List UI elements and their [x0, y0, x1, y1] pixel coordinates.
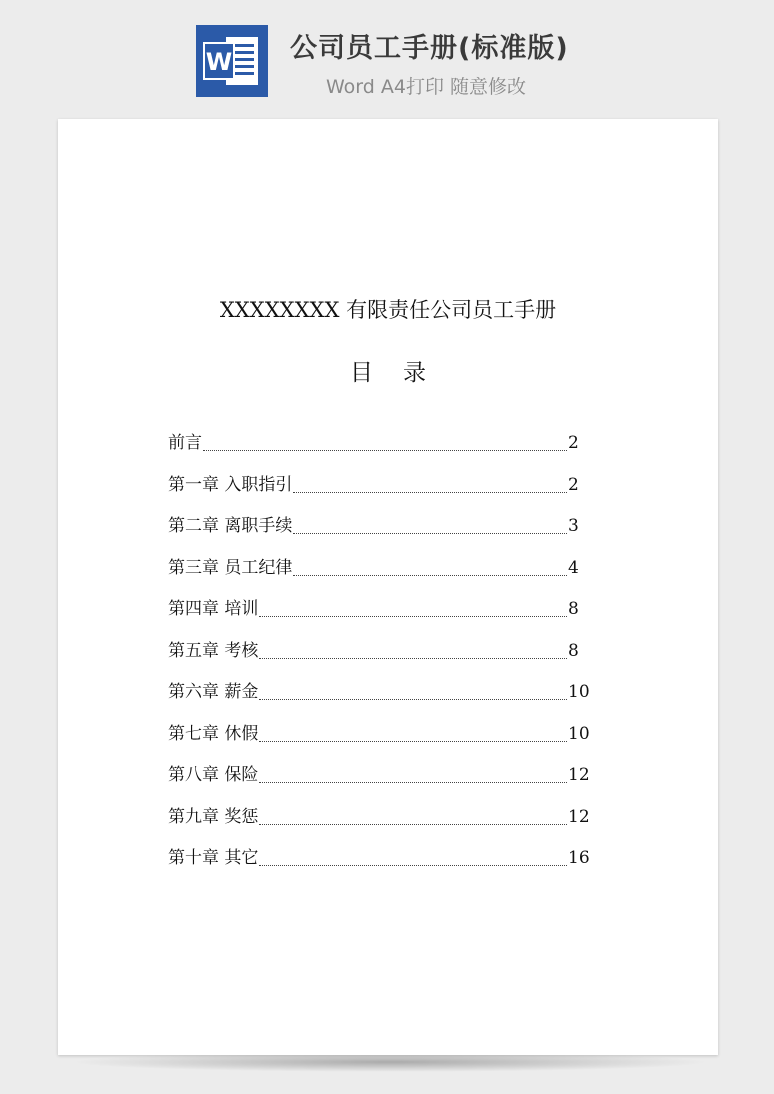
toc-item[interactable] — [168, 557, 588, 599]
toc-leader-dots — [259, 806, 567, 825]
toc-leader-dots — [293, 515, 567, 534]
toc-item-page: 2 — [568, 474, 579, 495]
toc-item-label: 第九章 奖惩 — [168, 806, 259, 827]
toc-item-page: 2 — [568, 433, 579, 453]
toc-item-label: 第六章 薪金 — [168, 682, 259, 702]
toc-item-label: 前言 — [168, 433, 202, 453]
toc-leader-dots — [259, 598, 567, 617]
toc-leader-dots — [259, 681, 567, 700]
toc-leader-dots — [259, 847, 567, 866]
toc-item-label: 第七章 休假 — [168, 723, 259, 744]
header — [0, 0, 774, 110]
toc-item[interactable] — [168, 806, 588, 848]
toc-item[interactable] — [168, 847, 588, 889]
toc-item[interactable] — [168, 432, 588, 474]
toc-item[interactable] — [168, 474, 588, 516]
toc-item[interactable] — [168, 598, 588, 640]
toc-item-label: 第一章 入职指引 — [168, 474, 293, 495]
toc-leader-dots — [293, 557, 567, 576]
toc-leader-dots — [259, 764, 567, 783]
toc-item-page: 4 — [568, 557, 579, 578]
toc-heading: 目录 — [350, 360, 456, 386]
page-shadow — [70, 1052, 710, 1072]
toc-item-page: 3 — [568, 516, 579, 536]
toc-item[interactable] — [168, 640, 588, 682]
toc-item-page: 16 — [568, 848, 590, 868]
document-title: XXXXXXXX 有限责任公司员工手册 — [219, 298, 557, 322]
page-title: 公司员工手册(标准版) — [290, 33, 569, 64]
word-icon — [196, 25, 268, 97]
toc-item-page: 10 — [568, 723, 590, 744]
toc-item-page: 8 — [568, 599, 579, 619]
toc-item-label: 第三章 员工纪律 — [168, 557, 293, 578]
toc-item-label: 第八章 保险 — [168, 765, 259, 785]
toc-leader-dots — [259, 640, 567, 659]
toc-leader-dots — [293, 474, 567, 493]
toc-leader-dots — [259, 723, 567, 742]
toc-item[interactable] — [168, 723, 588, 765]
toc-item-page: 12 — [568, 765, 590, 785]
toc-item-page: 12 — [568, 806, 590, 827]
toc-item-label: 第四章 培训 — [168, 599, 259, 619]
toc-leader-dots — [203, 432, 567, 451]
word-icon-letter: W — [205, 48, 233, 76]
toc-item-label: 第五章 考核 — [168, 640, 259, 661]
toc-item-page: 10 — [568, 682, 590, 702]
page-subtitle: Word A4打印 随意修改 — [326, 76, 527, 98]
table-of-contents — [168, 432, 588, 889]
toc-item-page: 8 — [568, 640, 579, 661]
toc-item-label: 第二章 离职手续 — [168, 516, 293, 536]
toc-item[interactable] — [168, 764, 588, 806]
toc-item[interactable] — [168, 515, 588, 557]
toc-item-label: 第十章 其它 — [168, 848, 259, 868]
document-page — [58, 119, 718, 1055]
toc-item[interactable] — [168, 681, 588, 723]
